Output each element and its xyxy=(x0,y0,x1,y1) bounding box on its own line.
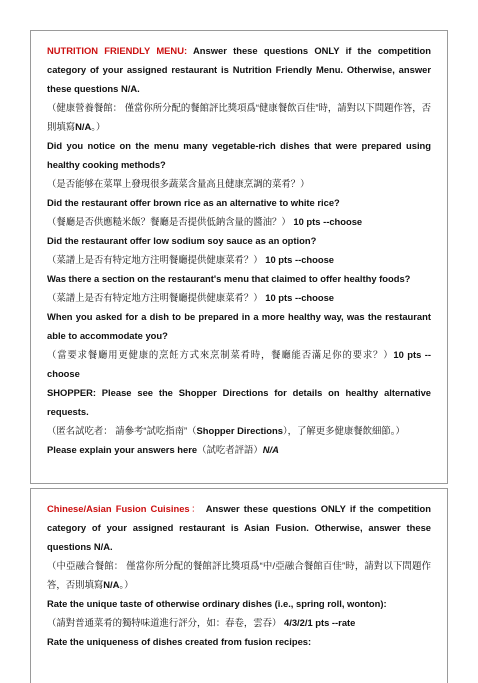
shopper-note: SHOPPER: Please see the Shopper Directions for details on healthy alternative requests. xyxy=(47,387,431,417)
q2-chinese-line xyxy=(47,212,431,231)
explain-answer-value[interactable]: N/A xyxy=(262,444,279,455)
q2-english: Did the restaurant offer brown rice as an alternative to white rice? xyxy=(47,197,340,208)
nutrition-friendly-section xyxy=(30,30,448,484)
q3-chinese-line xyxy=(47,250,431,269)
explain-label: Please explain your answers here xyxy=(47,444,198,455)
shopper-note-cn-text: （匿名試吃者： 請參考“試吃指南”（ xyxy=(47,425,197,436)
section1-heading-cn-na: N/A xyxy=(75,121,92,132)
section1-heading-label: NUTRITION FRIENDLY MENU: xyxy=(47,45,188,56)
q2-points[interactable]: 10 pts --choose xyxy=(290,216,363,227)
section1-heading-cn-text: （健康營養餐館： 僅當你所分配的餐館評比獎項爲“健康餐飲百佳”時，請對以下問題作答，否則填寫 xyxy=(47,102,431,132)
section2-heading-cn-end: 。） xyxy=(119,579,134,590)
q2-chinese: （餐廳是否供應糙米飯？餐廳是否提供低鈉含量的醬油？） xyxy=(47,216,291,227)
asian-fusion-section xyxy=(30,488,448,683)
q4-chinese: （菜譜上是否有特定地方注明餐廳提供健康菜肴？） xyxy=(47,292,263,303)
q4-points[interactable]: 10 pts --choose xyxy=(262,292,335,303)
explain-answers-line xyxy=(47,440,431,459)
section2-heading-cn-na: N/A xyxy=(103,579,120,590)
fusion-q1-points[interactable]: 4/3/2/1 pts --rate xyxy=(281,617,356,628)
section1-heading xyxy=(47,41,431,98)
q5-chinese-line xyxy=(47,345,431,383)
q3-chinese: （菜譜上是否有特定地方注明餐廳提供健康菜肴？） xyxy=(47,254,263,265)
fusion-q1-chinese-line xyxy=(47,613,431,632)
q3-english: Did the restaurant offer low sodium soy sauce as an option? xyxy=(47,235,317,246)
section2-heading-label: Chinese/Asian Fusion Cuisines xyxy=(47,503,190,514)
section1-heading-cn xyxy=(47,98,431,136)
explain-label-cn: （試吃者評語） xyxy=(197,444,263,455)
section2-heading xyxy=(47,499,431,556)
q5-points[interactable]: 10 pts --choose xyxy=(47,349,431,379)
shopper-note-cn xyxy=(47,421,431,440)
fusion-q2-english: Rate the uniqueness of dishes created from fusion recipes: xyxy=(47,636,312,647)
fusion-q1-english: Rate the unique taste of otherwise ordinary dishes (i.e., spring roll, wonton): xyxy=(47,598,387,609)
shopper-directions-link: Shopper Directions xyxy=(196,425,283,436)
q4-chinese-line xyxy=(47,288,431,307)
fusion-q1-chinese: （請對普通菜肴的獨特味道進行評分，如：春卷，雲吞） xyxy=(47,617,282,628)
q5-chinese: （當要求餐廳用更健康的烹飪方式來烹制菜肴時，餐廳能否滿足你的要求？） xyxy=(47,349,394,360)
section2-heading-cn xyxy=(47,556,431,594)
q3-points[interactable]: 10 pts --choose xyxy=(262,254,335,265)
section1-heading-cn-end: 。） xyxy=(91,121,106,132)
shopper-note-cn-end: ），了解更多健康餐飲細節。） xyxy=(282,425,405,436)
q4-english: Was there a section on the restaurant's menu that claimed to offer healthy foods? xyxy=(47,273,411,284)
section2-heading-cn-text: （中亞融合餐館： 僅當你所分配的餐館評比獎項爲“中/亞融合餐館百佳”時，請對以下問題作答，否則填寫 xyxy=(47,560,431,590)
q1-chinese: （是否能够在菜單上發現很多蔬菜含量高且健康烹調的菜肴？） xyxy=(47,178,310,189)
section2-heading-colon: ： xyxy=(189,503,203,514)
q5-english: When you asked for a dish to be prepared in a more healthy way, was the restaurant able to accommodate you? xyxy=(47,311,431,341)
q1-english: Did you notice on the menu many vegetable-rich dishes that were prepared using healthy cooking methods? xyxy=(47,140,431,170)
section1-heading-text: Answer these questions ONLY if the competition category of your assigned restaurant is Nutrition Friendly Menu. Otherwise, answer these questions N/A. xyxy=(47,45,431,94)
section2-heading-text: Answer these questions ONLY if the competition category of your assigned restaurant is Asian Fusion. Otherwise, answer these questions N/A. xyxy=(47,503,431,552)
